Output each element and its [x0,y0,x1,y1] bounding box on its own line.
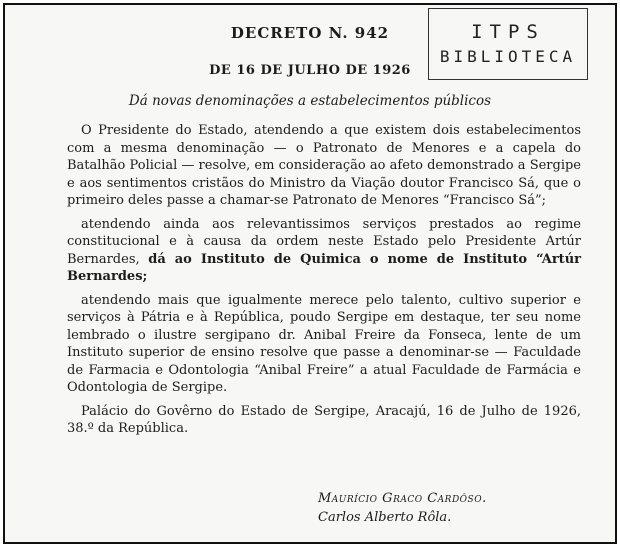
paragraph-4: Palácio do Govêrno do Estado de Sergipe, Aracajú, 16 de Julho de 1926, 38.º da República. [67,403,581,436]
paragraph-2-bold-text: dá ao Instituto de Quimica o nome de Instituto “Artúr Bernardes; [67,251,581,284]
paragraph-2 [67,216,581,286]
paragraph-2-text: atendendo ainda aos relevantissimos serviços prestados ao regime constitucional e à causa da ordem neste Estado pelo Presidente Artúr Bernardes, [67,216,581,267]
paragraph-1: O Presidente do Estado, atendendo a que existem dois estabelecimentos com a mesma denominação — o Patronato de Menores e a capela do Batalhão Policial — resolve, em consideração ao afeto demonstrado a Sergipe e aos sentimentos cristãos do Ministro da Viação doutor Francisco Sá, que o primeiro deles passe a chamar-se Patronato de Menores “Francisco Sá”; [67,123,581,208]
signature-governor: Maurício Graco Cardôso. [318,491,487,506]
decree-title: DECRETO N. 942 [230,24,390,42]
stamp-line-biblioteca: BIBLIOTECA [439,47,577,66]
decree-body [67,122,581,444]
decree-subtitle: Dá novas denominações a estabelecimentos públicos [128,93,492,109]
signature-secretary: Carlos Alberto Rôla. [318,510,452,525]
signature-block [318,489,588,527]
paragraph-3: atendendo mais que igualmente merece pelo talento, cultivo superior e serviços à Pátria e à República, poudo Sergipe em destaque, ter seu nome lembrado o ilustre sergipano dr. Anibal Freire da Fonseca, lente de um Instituto superior de ensino resolve que passe a denominar-se — Faculdade de Farmacia e Odontologia “Anibal Freire” a atual Faculdade de Farmácia e Odontologia de Sergipe. [67,292,581,395]
stamp-line-itps: ITPS [471,21,545,43]
decree-date: DE 16 DE JULHO DE 1926 [209,63,411,78]
